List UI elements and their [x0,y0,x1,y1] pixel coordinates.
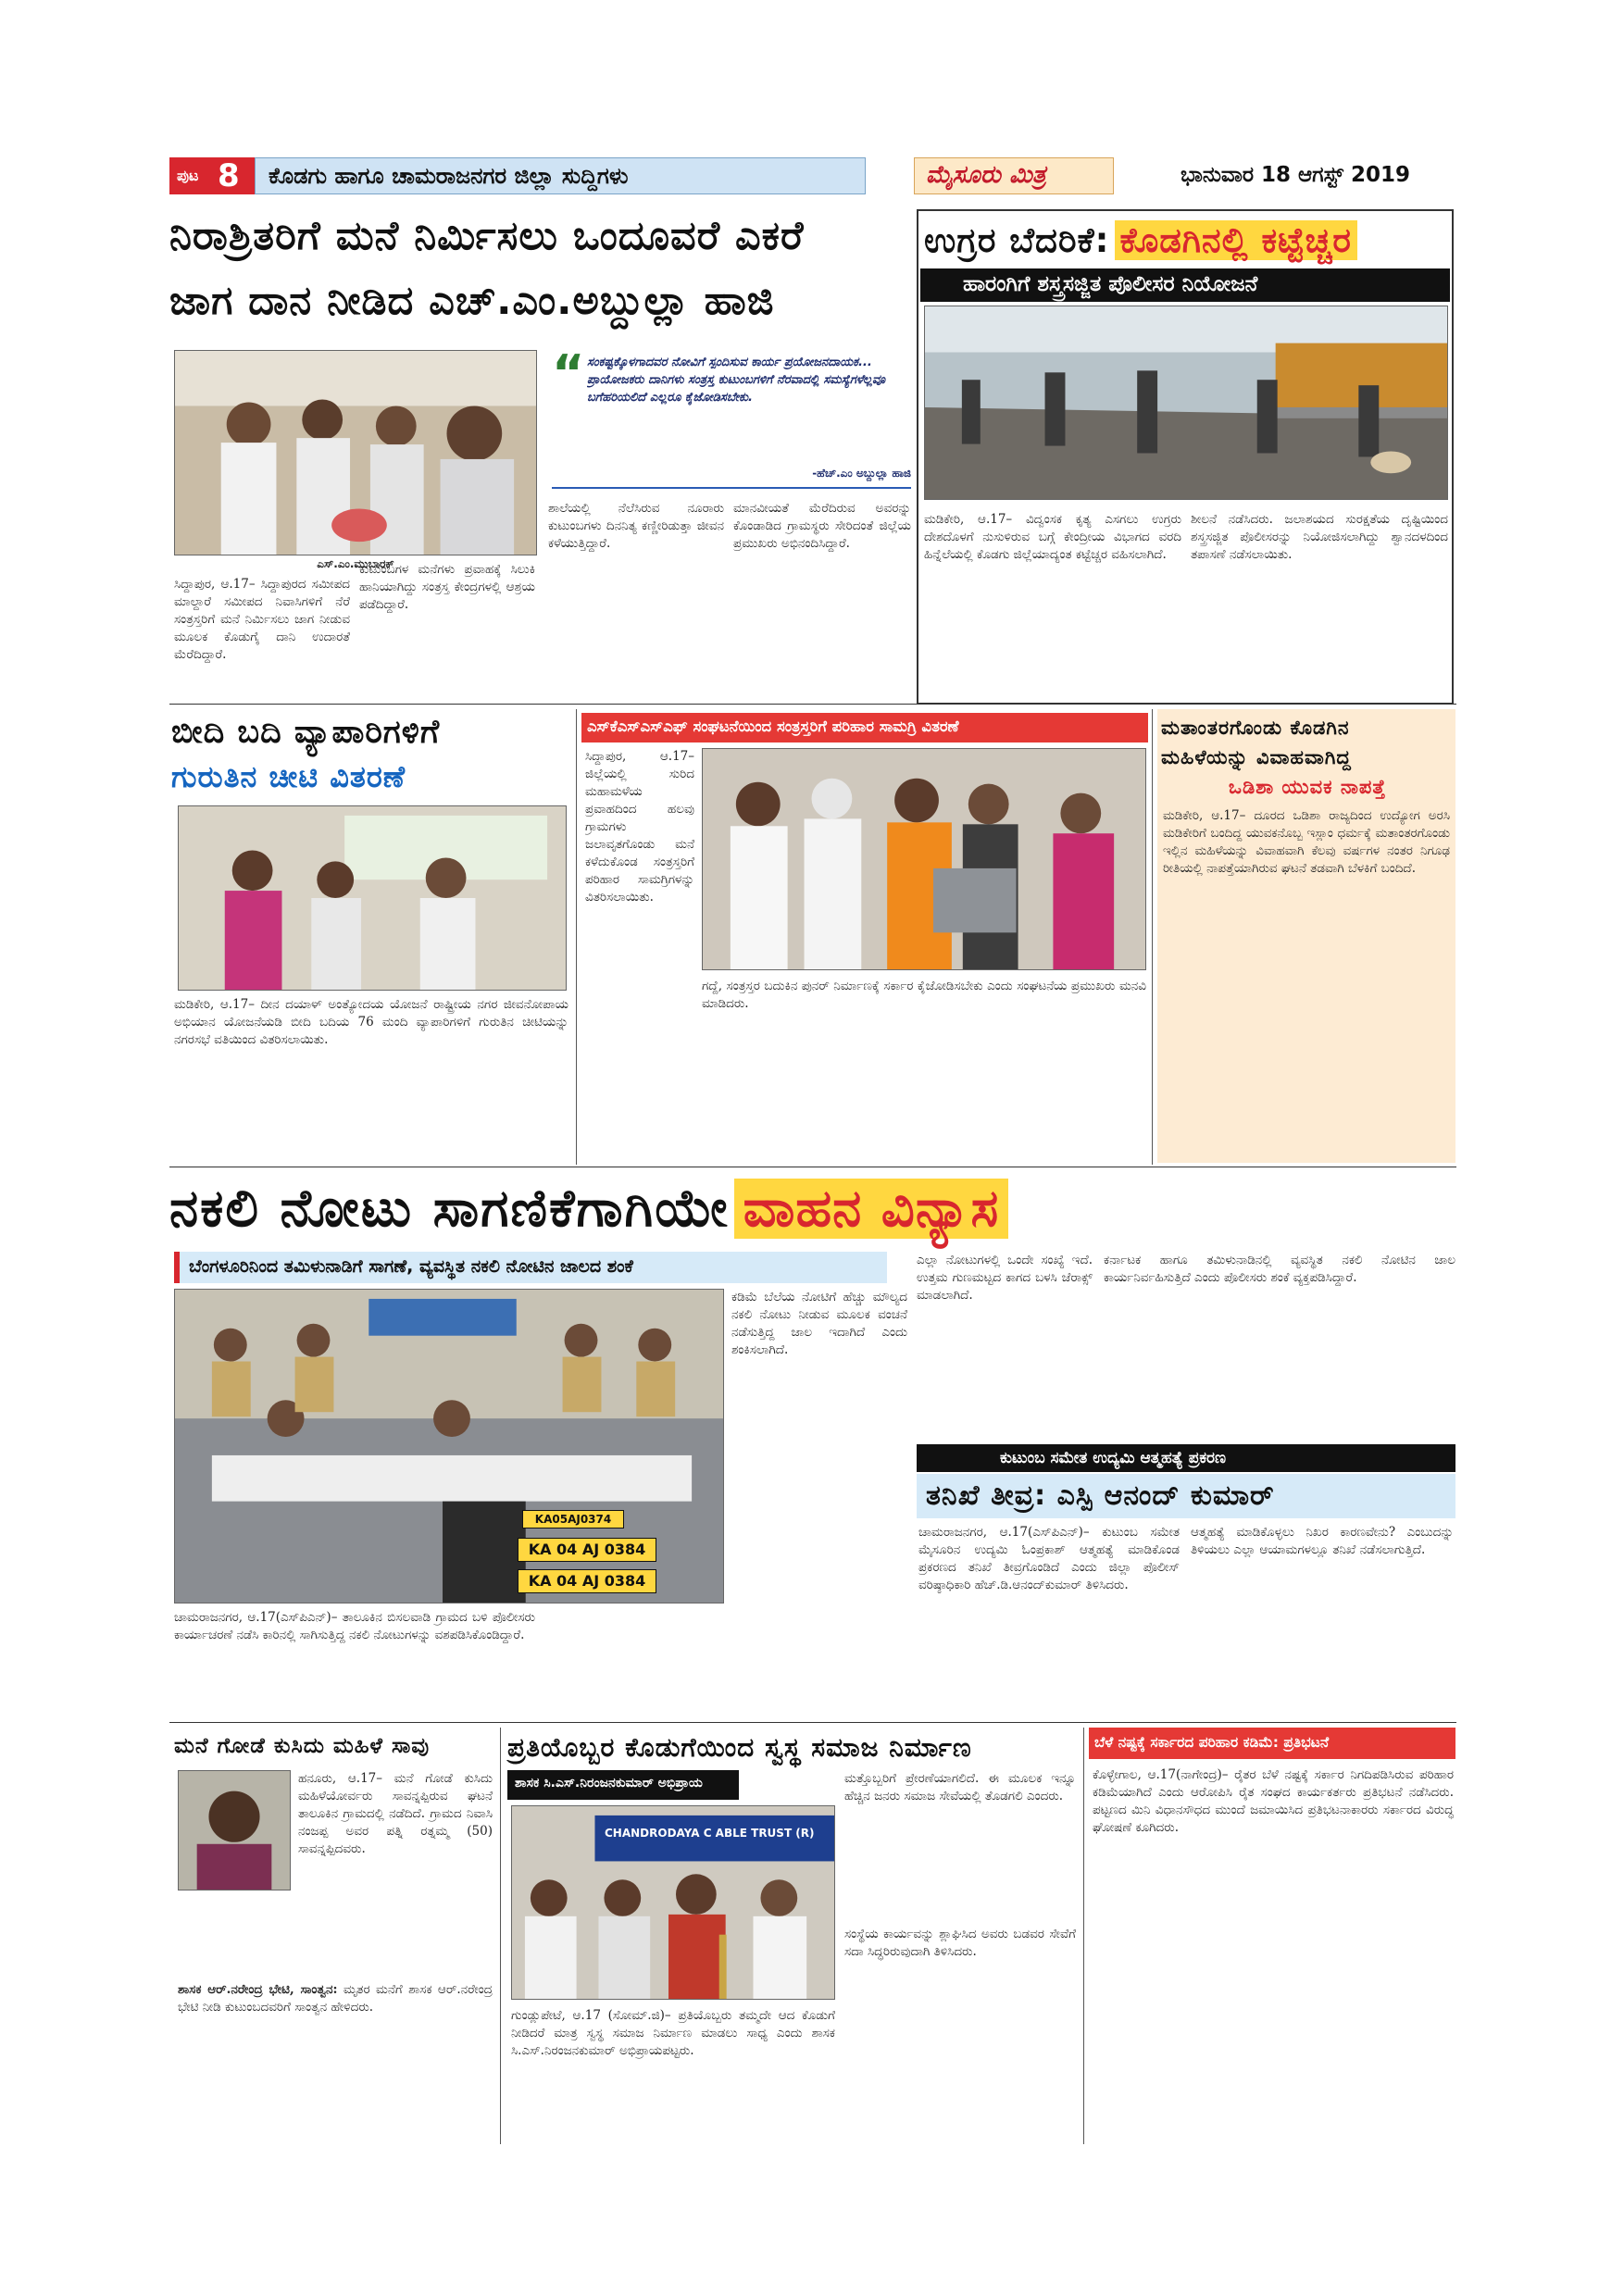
story2-headline-part1: ಉಗ್ರರ ಬೆದರಿಕೆ: [924,220,1110,260]
story7-kicker: ಕುಟುಂಬ ಸಮೇತ ಉದ್ಯಮಿ ಆತ್ಮಹತ್ಯೆ ಪ್ರಕರಣ [1000,1449,1227,1467]
story3-photo [178,805,567,991]
story10-headline: ಬೆಳೆ ನಷ್ಟಕ್ಕೆ ಸರ್ಕಾರದ ಪರಿಹಾರ ಕಡಿಮೆ: ಪ್ರತಿಭಟನೆ [1094,1734,1330,1751]
number-plate-3: KA 04 AJ 0384 [518,1569,656,1593]
story10-headline-bar [1089,1728,1455,1759]
section-title-bar [255,157,866,194]
story2-photo [924,306,1448,500]
story5-headline-line3: ಒಡಿಶಾ ಯುವಕ ನಾಪತ್ತೆ [1228,776,1387,798]
quote-mark-icon: “ [552,344,585,403]
story6-col3: ಎಲ್ಲಾ ನೋಟುಗಳಲ್ಲಿ ಒಂದೇ ಸಂಖ್ಯೆ ಇದೆ. ಉತ್ತಮ ಗುಣಮಟ್ಟದ ಕಾಗದ ಬಳಸಿ ಜೆರಾಕ್ಸ್ ಮಾಡಲಾಗಿದೆ. [917,1253,1093,1303]
story8-visit [178,1981,493,2139]
story5-body: ಮಡಿಕೇರಿ, ಆ.17– ದೂರದ ಒಡಿಶಾ ರಾಜ್ಯದಿಂದ ಉದ್ಯೋಗ ಅರಸಿ ಮಡಿಕೇರಿಗೆ ಬಂದಿದ್ದ ಯುವಕನೊಬ್ಬ ಇಸ್ಲಾಂ ಧರ್ಮಕ್ಕೆ ಮತಾಂತರಗೊಂಡು ಇಲ್ಲಿನ ಮಹಿಳೆಯನ್ನು ವಿವಾಹವಾಗಿ ಕೆಲವು ವರ್ಷಗಳ ನಂತರ ನಿಗೂಢ ರೀತಿಯಲ್ಲಿ ನಾಪತ್ತೆಯಾಗಿರುವ ಘಟನೆ ತಡವಾಗಿ ಬೆಳಕಿಗೆ ಬಂದಿದೆ. [1163,808,1450,876]
story9-rule [1083,1728,1084,2144]
story1-headline-line2: ಜಾಗ ದಾನ ನೀಡಿದ ಎಚ್.ಎಂ.ಅಬ್ದುಲ್ಲಾ ಹಾಜಿ [169,278,775,324]
story8-visit-label: ಶಾಸಕ ಆರ್.ನರೇಂದ್ರ ಭೇಟಿ, ಸಾಂತ್ವನ: [178,1982,338,1997]
row1-divider [169,704,1456,705]
story5-headline-line2: ಮಹಿಳೆಯನ್ನು ವಿವಾಹವಾಗಿದ್ದ [1161,746,1352,768]
page-number: 8 [218,157,240,194]
page-label: ಪುಟ [177,167,199,184]
story6-photo [174,1289,724,1603]
story4-rule [1152,709,1153,1165]
story4-col2: ಗದ್ದೆ, ಸಂತ್ರಸ್ತರ ಬದುಕಿನ ಪುನರ್ ನಿರ್ಮಾಣಕ್ಕೆ ಸರ್ಕಾರ ಕೈಜೋಡಿಸಬೇಕು ಎಂದು ಸಂಘಟನೆಯ ಪ್ರಮುಖರು ಮನವಿ ಮಾಡಿದರು. [702,979,1146,1011]
story8-headline: ಮನೆ ಗೋಡೆ ಕುಸಿದು ಮಹಿಳೆ ಸಾವು [174,1734,431,1758]
story1-quote: ಸಂಕಷ್ಟಕ್ಕೊಳಗಾದವರ ನೋವಿಗೆ ಸ್ಪಂದಿಸುವ ಕಾರ್ಯ ಪ್ರಯೋಜನದಾಯಕ... ಪ್ರಾಯೋಜಕರು ದಾನಿಗಳು ಸಂತ್ರಸ್ತ ಕುಟುಂಬಗಳಿಗೆ ನೆರವಾದಲ್ಲಿ ಸಮಸ್ಯೆಗಳೆಲ್ಲವೂ ಬಗೆಹರಿಯಲಿದೆ ಎಲ್ಲರೂ ಕೈಜೋಡಿಸಬೇಕು. [587,356,886,405]
paper-name-box [914,157,1114,194]
story1-photo [174,350,537,555]
story6-col4: ಕರ್ನಾಟಕ ಹಾಗೂ ತಮಿಳುನಾಡಿನಲ್ಲಿ ವ್ಯವಸ್ಥಿತ ನಕಲಿ ನೋಟಿನ ಜಾಲ ಕಾರ್ಯನಿರ್ವಹಿಸುತ್ತಿದೆ ಎಂದು ಪೊಲೀಸರು ಶಂಕೆ ವ್ಯಕ್ತಪಡಿಸಿದ್ದಾರೆ. [1104,1253,1455,1285]
number-plate-2: KA 04 AJ 0384 [518,1538,656,1562]
section-title: ಕೊಡಗು ಹಾಗೂ ಚಾಮರಾಜನಗರ ಜಿಲ್ಲಾ ಸುದ್ದಿಗಳು [269,163,629,189]
story3-headline-line2: ಗುರುತಿನ ಚೀಟಿ ವಿತರಣೆ [171,759,406,794]
masthead [169,157,1456,198]
story2-col2: ಶೀಲನೆ ನಡೆಸಿದರು. ಜಲಾಶಯದ ಸುರಕ್ಷತೆಯ ದೃಷ್ಟಿಯಿಂದ ಶಸ್ತ್ರಸಜ್ಜಿತ ಪೊಲೀಸರನ್ನು ನಿಯೋಜಿಸಲಾಗಿದ್ದು ಶ್ವಾನದಳದಿಂದ ತಪಾಸಣೆ ನಡೆಸಲಾಯಿತು. [1191,512,1448,562]
story6-headline-part1: ನಕಲಿ ನೋಟು ಸಾಗಣಿಕೆಗಾಗಿಯೇ [169,1179,730,1239]
story9-headline: ಪ್ರತಿಯೊಬ್ಬರ ಕೊಡುಗೆಯಿಂದ ಸ್ವಸ್ಥ ಸಮಾಜ ನಿರ್ಮಾಣ [507,1732,972,1763]
story4-photo [702,748,1146,970]
paper-name: ಮೈಸೂರು ಮಿತ್ರ [926,161,1046,189]
story4-headline-bar [581,713,1148,742]
story1-photo-caption: ಎಸ್.ಎಂ.ಮುಬಾರಕ್ [317,557,394,570]
story1-quote-author: -ಹೆಚ್.ಎಂ ಅಬ್ದುಲ್ಲಾ ಹಾಜಿ [812,467,911,480]
number-plate-1: KA05AJ0374 [522,1510,624,1529]
story8-rule [500,1728,501,2144]
story2-headline-part2: ಕೊಡಗಿನಲ್ಲಿ ಕಟ್ಟೆಚ್ಚರ [1115,220,1358,260]
story6-col2: ಕಡಿಮೆ ಬೆಲೆಯ ನೋಟಿಗೆ ಹೆಚ್ಚು ಮೌಲ್ಯದ ನಕಲಿ ನೋಟು ನೀಡುವ ಮೂಲಕ ವಂಚನೆ ನಡೆಸುತ್ತಿದ್ದ ಜಾಲ ಇದಾಗಿದೆ ಎಂದು ಶಂಕಿಸಲಾಗಿದೆ. [731,1290,907,1357]
story8-visit-body: ಮೃತರ ಮನೆಗೆ ಶಾಸಕ ಆರ್.ನರೇಂದ್ರ ಭೇಟಿ ನೀಡಿ ಕುಟುಂಬದವರಿಗೆ ಸಾಂತ್ವನ ಹೇಳಿದರು. [178,1982,493,2015]
story10-body: ಕೊಳ್ಳೇಗಾಲ, ಆ.17(ನಾಗೇಂದ್ರ)– ರೈತರ ಬೆಳೆ ನಷ್ಟಕ್ಕೆ ಸರ್ಕಾರ ನಿಗದಿಪಡಿಸಿರುವ ಪರಿಹಾರ ಕಡಿಮೆಯಾಗಿದೆ ಎಂದು ಆರೋಪಿಸಿ ರೈತ ಸಂಘದ ಕಾರ್ಯಕರ್ತರು ಪ್ರತಿಭಟನೆ ನಡೆಸಿದರು. ಪಟ್ಟಣದ ಮಿನಿ ವಿಧಾನಸೌಧದ ಮುಂದೆ ಜಮಾಯಿಸಿದ ಪ್ರತಿಭಟನಾಕಾರರು ಸರ್ಕಾರದ ವಿರುದ್ಧ ಘೋಷಣೆ ಕೂಗಿದರು. [1093,1767,1454,1835]
story7-headline-bar [917,1474,1455,1518]
story9-photo [511,1805,835,2000]
story1-col4: ಮಾನವೀಯತೆ ಮೆರೆದಿರುವ ಅವರನ್ನು ಕೊಂಡಾಡಿದ ಗ್ರಾಮಸ್ಥರು ಸೇರಿದಂತೆ ಜಿಲ್ಲೆಯ ಪ್ರಮುಖರು ಅಭಿನಂದಿಸಿದ್ದಾರೆ. [733,501,911,551]
story9-banner-text: CHANDRODAYA C ABLE TRUST (R) [605,1827,815,1840]
story6-subheadline: ಬೆಂಗಳೂರಿನಿಂದ ತಮಿಳುನಾಡಿಗೆ ಸಾಗಣೆ, ವ್ಯವಸ್ಥಿತ ನಕಲಿ ನೋಟಿನ ಜಾಲದ ಶಂಕೆ [189,1256,633,1277]
story6-headline [169,1174,1456,1244]
issue-date: ಭಾನುವಾರ 18 ಆಗಸ್ಟ್ 2019 [1181,163,1410,187]
story9-subheadline: ಶಾಸಕ ಸಿ.ಎಸ್.ನಿರಂಜನಕುಮಾರ್ ಅಭಿಪ್ರಾಯ [515,1776,703,1791]
page-number-tab [169,157,255,194]
story3-rule [576,709,577,1165]
story6-col1: ಚಾಮರಾಜನಗರ, ಆ.17(ಎಸ್‌ಪಿಎನ್)– ತಾಲೂಕಿನ ಬಿಸಲವಾಡಿ ಗ್ರಾಮದ ಬಳಿ ಪೊಲೀಸರು ಕಾರ್ಯಾಚರಣೆ ನಡೆಸಿ ಕಾರಿನಲ್ಲಿ ಸಾಗಿಸುತ್ತಿದ್ದ ನಕಲಿ ನೋಟುಗಳನ್ನು ವಶಪಡಿಸಿಕೊಂಡಿದ್ದಾರೆ. [174,1610,535,1642]
story7-col1: ಚಾಮರಾಜನಗರ, ಆ.17(ಎಸ್‌ಪಿಎನ್)– ಕುಟುಂಬ ಸಮೇತ ಮೈಸೂರಿನ ಉದ್ಯಮಿ ಓಂಪ್ರಕಾಶ್ ಆತ್ಮಹತ್ಯೆ ಮಾಡಿಕೊಂಡ ಪ್ರಕರಣದ ತನಿಖೆ ತೀವ್ರಗೊಂಡಿದೆ ಎಂದು ಜಿಲ್ಲಾ ಪೊಲೀಸ್ ವರಿಷ್ಠಾಧಿಕಾರಿ ಹೆಚ್.ಡಿ.ಆನಂದ್‌ಕುಮಾರ್ ತಿಳಿಸಿದರು. [918,1525,1180,1592]
story7-col2: ಆತ್ಮಹತ್ಯೆ ಮಾಡಿಕೊಳ್ಳಲು ನಿಖರ ಕಾರಣವೇನು? ಎಂಬುದನ್ನು ತಿಳಿಯಲು ಎಲ್ಲಾ ಆಯಾಮಗಳಲ್ಲೂ ತನಿಖೆ ನಡೆಸಲಾಗುತ್ತಿದೆ. [1191,1525,1454,1557]
story2-col1: ಮಡಿಕೇರಿ, ಆ.17– ವಿದ್ವಂಸಕ ಕೃತ್ಯ ಎಸಗಲು ಉಗ್ರರು ದೇಶದೊಳಗೆ ನುಸುಳಿರುವ ಬಗ್ಗೆ ಕೇಂದ್ರೀಯ ವಿಭಾಗದ ವರದಿ ಹಿನ್ನೆಲೆಯಲ್ಲಿ ಕೊಡಗು ಜಿಲ್ಲೆಯಾದ್ಯಂತ ಕಟ್ಟೆಚ್ಚರ ವಹಿಸಲಾಗಿದೆ. [924,512,1181,562]
story3-headline-line1: ಬೀದಿ ಬದಿ ವ್ಯಾಪಾರಿಗಳಿಗೆ [171,714,441,751]
story1-col2: ಕುಟುಂಬಗಳ ಮನೆಗಳು ಪ್ರವಾಹಕ್ಕೆ ಸಿಲುಕಿ ಹಾನಿಯಾಗಿದ್ದು ಸಂತ್ರಸ್ತ ಕೇಂದ್ರಗಳಲ್ಲಿ ಆಶ್ರಯ ಪಡೆದಿದ್ದಾರೆ. [359,562,535,612]
story7-headline: ತನಿಖೆ ತೀವ್ರ: ಎಸ್ಪಿ ಆನಂದ್ ಕುಮಾರ್ [926,1479,1275,1512]
story6-subheadline-bar [174,1252,887,1283]
story1-col1: ಸಿದ್ದಾಪುರ, ಆ.17– ಸಿದ್ದಾಪುರದ ಸಮೀಪದ ಮಾಲ್ದಾರೆ ಸಮೀಪದ ನಿವಾಸಿಗಳಿಗೆ ನೆರೆ ಸಂತ್ರಸ್ತರಿಗೆ ಮನೆ ನಿರ್ಮಿಸಲು ಜಾಗ ನೀಡುವ ಮೂಲಕ ಕೊಡುಗೈ ದಾನಿ ಉದಾರತೆ ಮೆರೆದಿದ್ದಾರೆ. [174,577,350,662]
story1-quote-box [552,344,911,491]
story4-col1: ಸಿದ್ದಾಪುರ, ಆ.17– ಜಿಲ್ಲೆಯಲ್ಲಿ ಸುರಿದ ಮಹಾಮಳೆಯ ಪ್ರವಾಹದಿಂದ ಹಲವು ಗ್ರಾಮಗಳು ಜಲಾವೃತಗೊಂಡು ಮನೆ ಕಳೆದುಕೊಂಡ ಸಂತ್ರಸ್ತರಿಗೆ ಪರಿಹಾರ ಸಾಮಗ್ರಿಗಳನ್ನು ವಿತರಿಸಲಾಯಿತು. [585,749,694,905]
story2-subheadline-bar [920,268,1450,302]
story9-col1: ಗುಂಡ್ಲುಪೇಟೆ, ಆ.17 (ಸೋಮ್.ಜಿ)– ಪ್ರತಿಯೊಬ್ಬರು ತಮ್ಮದೇ ಆದ ಕೊಡುಗೆ ನೀಡಿದರೆ ಮಾತ್ರ ಸ್ವಸ್ಥ ಸಮಾಜ ನಿರ್ಮಾಣ ಮಾಡಲು ಸಾಧ್ಯ ಎಂದು ಶಾಸಕ ಸಿ.ಎಸ್.ನಿರಂಜನಕುಮಾರ್ ಅಭಿಪ್ರಾಯಪಟ್ಟರು. [511,2008,835,2058]
story1-col3: ಶಾಲೆಯಲ್ಲಿ ನೆಲೆಸಿರುವ ನೂರಾರು ಕುಟುಂಬಗಳು ದಿನನಿತ್ಯ ಕಣ್ಣೀರಿಡುತ್ತಾ ಜೀವನ ಕಳೆಯುತ್ತಿದ್ದಾರೆ. [548,501,724,551]
story9-col2: ಮತ್ತೊಬ್ಬರಿಗೆ ಪ್ರೇರಣೆಯಾಗಲಿದೆ. ಈ ಮೂಲಕ ಇನ್ನೂ ಹೆಚ್ಚಿನ ಜನರು ಸಮಾಜ ಸೇವೆಯಲ್ಲಿ ತೊಡಗಲಿ ಎಂದರು. [844,1771,1076,1803]
story8-photo [178,1770,291,1890]
story6-headline-part2: ವಾಹನ ವಿನ್ಯಾಸ [734,1179,1009,1239]
story1-quote-rule [552,487,911,489]
story9-col3: ಸಂಸ್ಥೆಯ ಕಾರ್ಯವನ್ನು ಶ್ಲಾಘಿಸಿದ ಅವರು ಬಡವರ ಸೇವೆಗೆ ಸದಾ ಸಿದ್ಧರಿರುವುದಾಗಿ ತಿಳಿಸಿದರು. [844,1927,1076,1959]
story1-headline-line1: ನಿರಾಶ್ರಿತರಿಗೆ ಮನೆ ನಿರ್ಮಿಸಲು ಒಂದೂವರೆ ಎಕರೆ [169,213,805,259]
row3-divider [169,1722,1456,1723]
story8-body: ಹನೂರು, ಆ.17– ಮನೆ ಗೋಡೆ ಕುಸಿದು ಮಹಿಳೆಯೋರ್ವರು ಸಾವನ್ನಪ್ಪಿರುವ ಘಟನೆ ತಾಲೂಕಿನ ಗ್ರಾಮದಲ್ಲಿ ನಡೆದಿದೆ. ಗ್ರಾಮದ ನಿವಾಸಿ ನಂಜಪ್ಪ ಅವರ ಪತ್ನಿ ರತ್ನಮ್ಮ (50) ಸಾವನ್ನಪ್ಪಿದವರು. [298,1771,493,1856]
story3-body: ಮಡಿಕೇರಿ, ಆ.17– ದೀನ ದಯಾಳ್ ಅಂತ್ಯೋದಯ ಯೋಜನೆ ರಾಷ್ಟ್ರೀಯ ನಗರ ಜೀವನೋಪಾಯ ಅಭಿಯಾನ ಯೋಜನೆಯಡಿ ಬೀದಿ ಬದಿಯ 76 ಮಂದಿ ವ್ಯಾಪಾರಿಗಳಿಗೆ ಗುರುತಿನ ಚೀಟಿಯನ್ನು ನಗರಸಭೆ ವತಿಯಿಂದ ವಿತರಿಸಲಾಯಿತು. [174,997,568,1047]
story4-headline: ಎಸ್‌ಕೆಎಸ್‌ಎಸ್‌ಎಫ್ ಸಂಘಟನೆಯಿಂದ ಸಂತ್ರಸ್ತರಿಗೆ ಪರಿಹಾರ ಸಾಮಗ್ರಿ ವಿತರಣೆ [587,718,959,735]
story2-headline [924,215,1447,268]
story5-headline-line1: ಮತಾಂತರಗೊಂಡು ಕೊಡಗಿನ [1161,717,1350,739]
story9-subheadline-bar [507,1770,739,1800]
story2-subheadline: ಹಾರಂಗಿಗೆ ಶಸ್ತ್ರಸಜ್ಜಿತ ಪೊಲೀಸರ ನಿಯೋಜನೆ [963,272,1258,296]
story7-kicker-bar [917,1444,1455,1472]
